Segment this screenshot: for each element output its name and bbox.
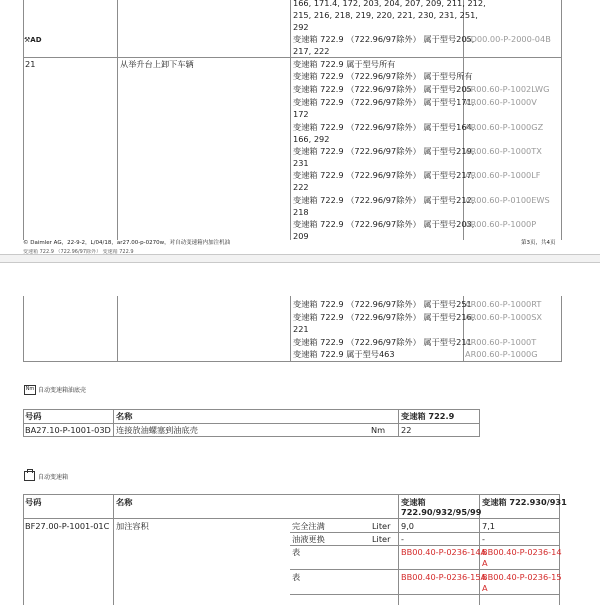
row-name: 连接放油螺塞到油底壳 (116, 425, 198, 435)
row-21-line: 209 (293, 231, 309, 241)
section-title-transmission: 自动变速箱 (38, 474, 69, 481)
ad-row-text: 变速箱 722.9 （722.96/97除外） 属于型号205, (293, 34, 475, 44)
row-number[interactable]: BA27.10-P-1001-03D (25, 425, 111, 435)
wrench-icon: ⚒ (24, 36, 31, 44)
ad-row-text: 217, 222 (293, 46, 330, 56)
cont-line: 变速箱 722.9 属于型号463 (293, 349, 395, 359)
sub-value-2: - (482, 534, 485, 544)
sub-unit: Liter (372, 534, 391, 544)
row-21-line: 变速箱 722.9 （722.96/97除外） 属于型号217, (293, 170, 475, 180)
cont-line: 变速箱 722.9 （722.96/97除外） 属于型号211 (293, 337, 472, 347)
cont-line: 221 (293, 324, 309, 334)
row-21-code[interactable]: AR00.60-P-0100EWS (465, 195, 550, 205)
sub-value-1: 9,0 (401, 521, 415, 531)
col-header-name: 名称 (116, 497, 133, 507)
sub-link-2-wrap[interactable]: A (482, 558, 488, 568)
row-21-line: 172 (293, 109, 309, 119)
row-21-number: 21 (25, 59, 36, 69)
row-21-desc: 从举升台上卸下车辆 (120, 59, 194, 69)
top-row-line: 215, 216, 218, 219, 220, 221, 230, 231, 251, (293, 10, 478, 20)
row-21-line: 变速箱 722.9 （722.96/97除外） 属于型号所有 (293, 71, 473, 81)
row-21-code[interactable]: AR00.60-P-1000LF (465, 170, 541, 180)
transmission-icon (24, 471, 35, 481)
page-divider (0, 254, 600, 255)
row-21-line: 231 (293, 158, 309, 168)
section-title-oil-pan: 自动变速箱油底壳 (38, 387, 87, 394)
cont-code[interactable]: AR00.60-P-1000G (465, 349, 538, 359)
sub-link-1[interactable]: BB00.40-P-0236-15A (401, 572, 487, 582)
row-21-line: 变速箱 722.9 （722.96/97除外） 属于型号164, (293, 122, 475, 132)
cont-line: 变速箱 722.9 （722.96/97除外） 属于型号251 (293, 299, 472, 309)
ad-row-label: ⚒AD (24, 36, 42, 44)
page-divider (0, 262, 600, 263)
page-footer-left-2: 变速箱 722.9 （722.96/97除外） 变速箱 722.9 (23, 249, 134, 254)
row-21-code[interactable]: AR00.60-P-1002LWG (465, 84, 550, 94)
sub-link-1[interactable]: BB00.40-P-0236-14A (401, 547, 487, 557)
sub-unit: Liter (372, 521, 391, 531)
col-header-name: 名称 (116, 411, 133, 421)
row-value: 22 (401, 425, 412, 435)
page-footer-right: 第3页，共4页 (521, 240, 556, 246)
row-21-line: 166, 292 (293, 134, 330, 144)
page-break (0, 254, 600, 262)
sub-label: 油液更换 (292, 534, 325, 544)
cont-code[interactable]: AR00.60-P-1000T (465, 337, 537, 347)
ad-row-code[interactable]: AD00.00-P-2000-04B (465, 34, 551, 44)
row-21-line: 218 (293, 207, 309, 217)
sub-value-1: - (401, 534, 404, 544)
top-row-line: 292 (293, 22, 309, 32)
cont-line: 变速箱 722.9 （722.96/97除外） 属于型号216, (293, 312, 475, 322)
row-unit: Nm (371, 425, 386, 435)
cont-code[interactable]: AR00.60-P-1000SX (465, 312, 543, 322)
top-row-line: 166, 171.4, 172, 203, 204, 207, 209, 211, 212, (293, 0, 486, 8)
row-21-line: 变速箱 722.9 属于型号所有 (293, 59, 396, 69)
row-21-line: 变速箱 722.9 （722.96/97除外） 属于型号212, (293, 195, 475, 205)
sub-label: 完全注满 (292, 521, 325, 531)
cont-code[interactable]: AR00.60-P-1000RT (465, 299, 542, 309)
col-header-transmission: 变速箱 722.9 (401, 411, 455, 421)
row-21-code[interactable]: AR00.60-P-1000TX (465, 146, 542, 156)
col-header-transmission-2: 变速箱 722.930/931 (482, 497, 567, 507)
col-header-number: 号码 (25, 411, 42, 421)
row-21-code[interactable]: AR00.60-P-1000V (465, 97, 537, 107)
torque-icon: Nm (24, 385, 36, 395)
page-footer-left: © Daimler AG，22-9-2，L/04/18，ar27.00-p-0270w，对自动变速箱内加注机油 (23, 240, 231, 246)
row-21-line: 变速箱 722.9 （722.96/97除外） 属于型号171, (293, 97, 475, 107)
col-header-transmission-1: 变速箱 (401, 497, 426, 507)
row-21-line: 变速箱 722.9 （722.96/97除外） 属于型号203, (293, 219, 475, 229)
sub-link-2[interactable]: BB00.40-P-0236-14 (482, 547, 562, 557)
row-21-code[interactable]: AR00.60-P-1000P (465, 219, 537, 229)
row-name: 加注容积 (116, 521, 149, 531)
sub-link-2[interactable]: BB00.40-P-0236-15 (482, 572, 562, 582)
row-21-line: 变速箱 722.9 （722.96/97除外） 属于型号205 (293, 84, 472, 94)
sub-link-2-wrap[interactable]: A (482, 583, 488, 593)
sub-label: 表 (292, 547, 301, 557)
row-number[interactable]: BF27.00-P-1001-01C (25, 521, 110, 531)
sub-value-2: 7,1 (482, 521, 496, 531)
row-21-line: 222 (293, 182, 309, 192)
row-21-line: 变速箱 722.9 （722.96/97除外） 属于型号219, (293, 146, 475, 156)
col-header-number: 号码 (25, 497, 42, 507)
col-header-transmission-1-models: 722.90/932/95/99 (401, 507, 482, 517)
sub-label: 表 (292, 572, 301, 582)
row-21-code[interactable]: AR00.60-P-1000GZ (465, 122, 544, 132)
